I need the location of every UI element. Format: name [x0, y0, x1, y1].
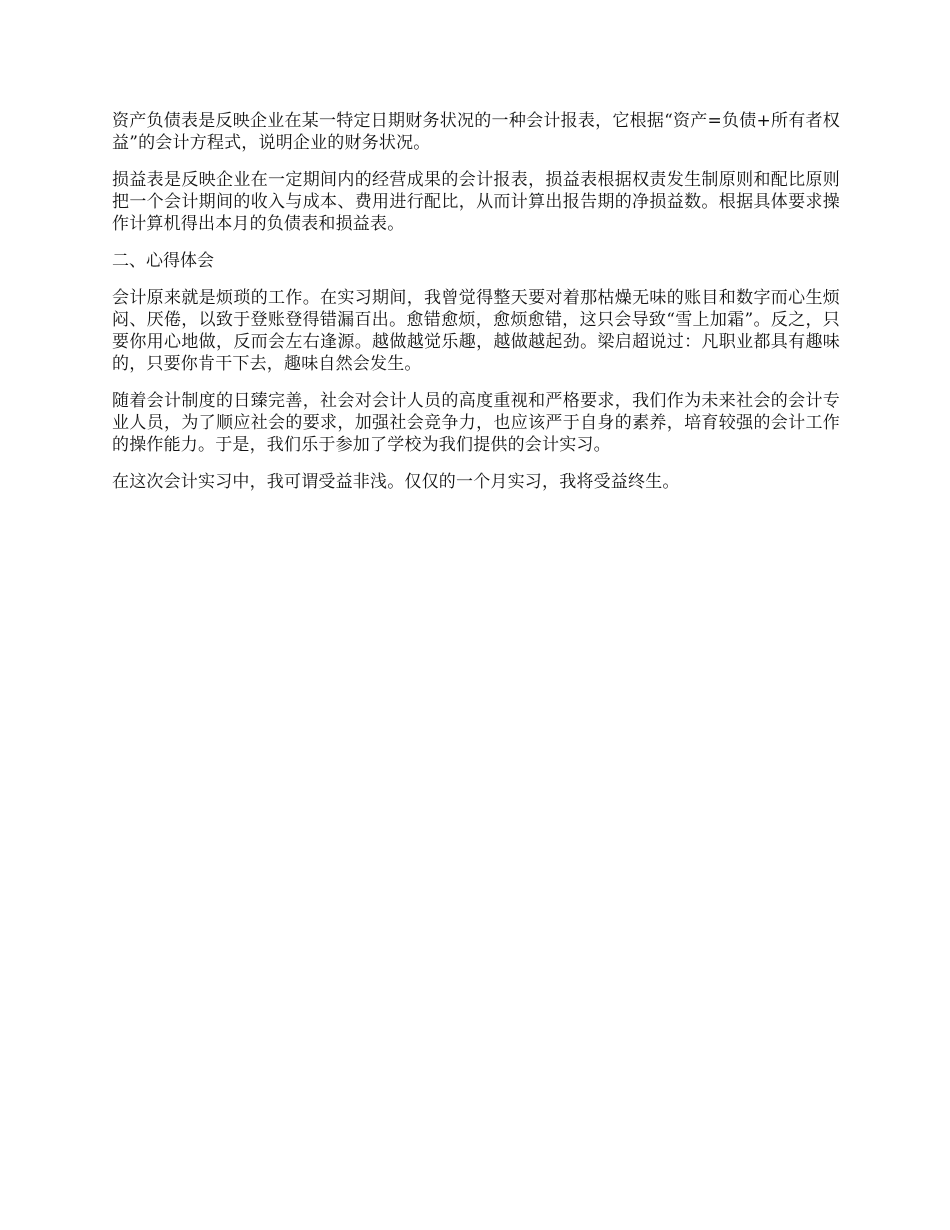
paragraph-experience-2: 随着会计制度的日臻完善，社会对会计人员的高度重视和严格要求，我们作为未来社会的会计专业人员，为了顺应社会的要求，加强社会竞争力，也应该严于自身的素养，培育较强的会计工作的操作能力。于是，我们乐于参加了学校为我们提供的会计实习。 [112, 391, 840, 455]
paragraph-experience-3: 在这次会计实习中，我可谓受益非浅。仅仅的一个月实习，我将受益终生。 [112, 472, 680, 492]
paragraph-income-statement: 损益表是反映企业在一定期间内的经营成果的会计报表，损益表根据权责发生制原则和配比原则把一个会计期间的收入与成本、费用进行配比，从而计算出报告期的净损益数。根据具体要求操作计算机得出本月的负债表和损益表。 [112, 170, 840, 234]
paragraph-balance-sheet: 资产负债表是反映企业在某一特定日期财务状况的一种会计报表，它根据“资产=负债+所有者权益”的会计方程式，说明企业的财务状况。 [112, 111, 840, 153]
document-body [112, 110, 840, 508]
paragraph-experience-1: 会计原来就是烦琐的工作。在实习期间，我曾觉得整天要对着那枯燥无味的账目和数字而心生烦闷、厌倦，以致于登账登得错漏百出。愈错愈烦，愈烦愈错，这只会导致“雪上加霜”。反之，只要你用心地做，反而会左右逢源。越做越觉乐趣，越做越起劲。梁启超说过：凡职业都具有趣味的，只要你肯干下去，趣味自然会发生。 [112, 288, 840, 374]
section-heading: 二、心得体会 [112, 251, 214, 271]
